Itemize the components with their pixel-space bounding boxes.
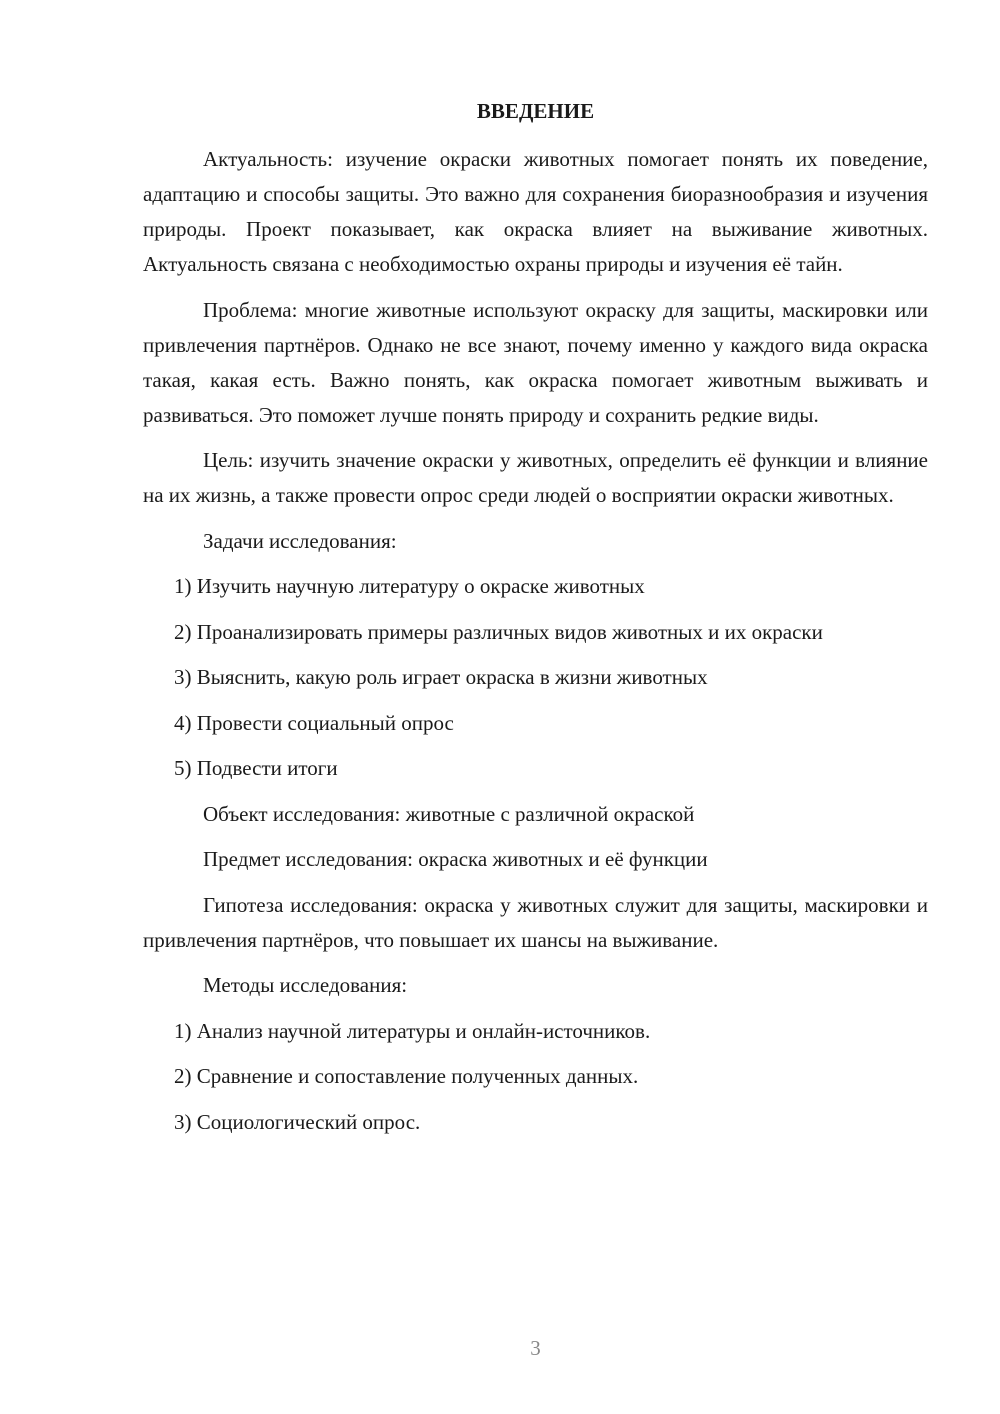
method-item-1: 1) Анализ научной литературы и онлайн-источников. xyxy=(174,1018,651,1043)
relevance-paragraph: Актуальность: изучение окраски животных помогает понять их поведение, адаптацию и способы защиты. Это важно для сохранения биоразнообразия и изучения природы. Проект показывает, как окраска влияет на выживание животных. Актуальность связана с необходимостью охраны природы и изучения её тайн. xyxy=(143,147,928,276)
subject-paragraph: Предмет исследования: окраска животных и её функции xyxy=(203,847,708,871)
method-item-2: 2) Сравнение и сопоставление полученных данных. xyxy=(174,1064,639,1088)
document-body xyxy=(143,142,928,1150)
goal-paragraph: Цель: изучить значение окраски у животных, определить её функции и влияние на их жизнь, а также провести опрос среди людей о восприятии окраски животных. xyxy=(143,448,928,507)
tasks-heading: Задачи исследования: xyxy=(203,528,397,553)
document-page xyxy=(143,0,928,1414)
task-item-3: 3) Выяснить, какую роль играет окраска в жизни животных xyxy=(174,665,708,689)
task-item-2: 2) Проанализировать примеры различных видов животных и их окраски xyxy=(174,619,823,644)
task-item-5: 5) Подвести итоги xyxy=(174,756,338,780)
method-item-3: 3) Социологический опрос. xyxy=(174,1109,421,1134)
hypothesis-paragraph: Гипотеза исследования: окраска у животных служит для защиты, маскировки и привлечения партнёров, что повышает их шансы на выживание. xyxy=(143,892,928,952)
methods-heading: Методы исследования: xyxy=(203,973,408,997)
problem-paragraph: Проблема: многие животные используют окраску для защиты, маскировки или привлечения партнёров. Однако не все знают, почему именно у каждого вида окраска такая, какая есть. Важно понять, как окраска помогает животным выживать и развиваться. Это поможет лучше понять природу и сохранить редкие виды. xyxy=(143,297,928,427)
task-item-1: 1) Изучить научную литературу о окраске животных xyxy=(174,574,645,598)
object-paragraph: Объект исследования: животные с различной окраской xyxy=(203,801,695,826)
page-number: 3 xyxy=(530,1336,541,1360)
task-item-4: 4) Провести социальный опрос xyxy=(174,710,454,735)
document-title: ВВЕДЕНИЕ xyxy=(476,99,595,123)
